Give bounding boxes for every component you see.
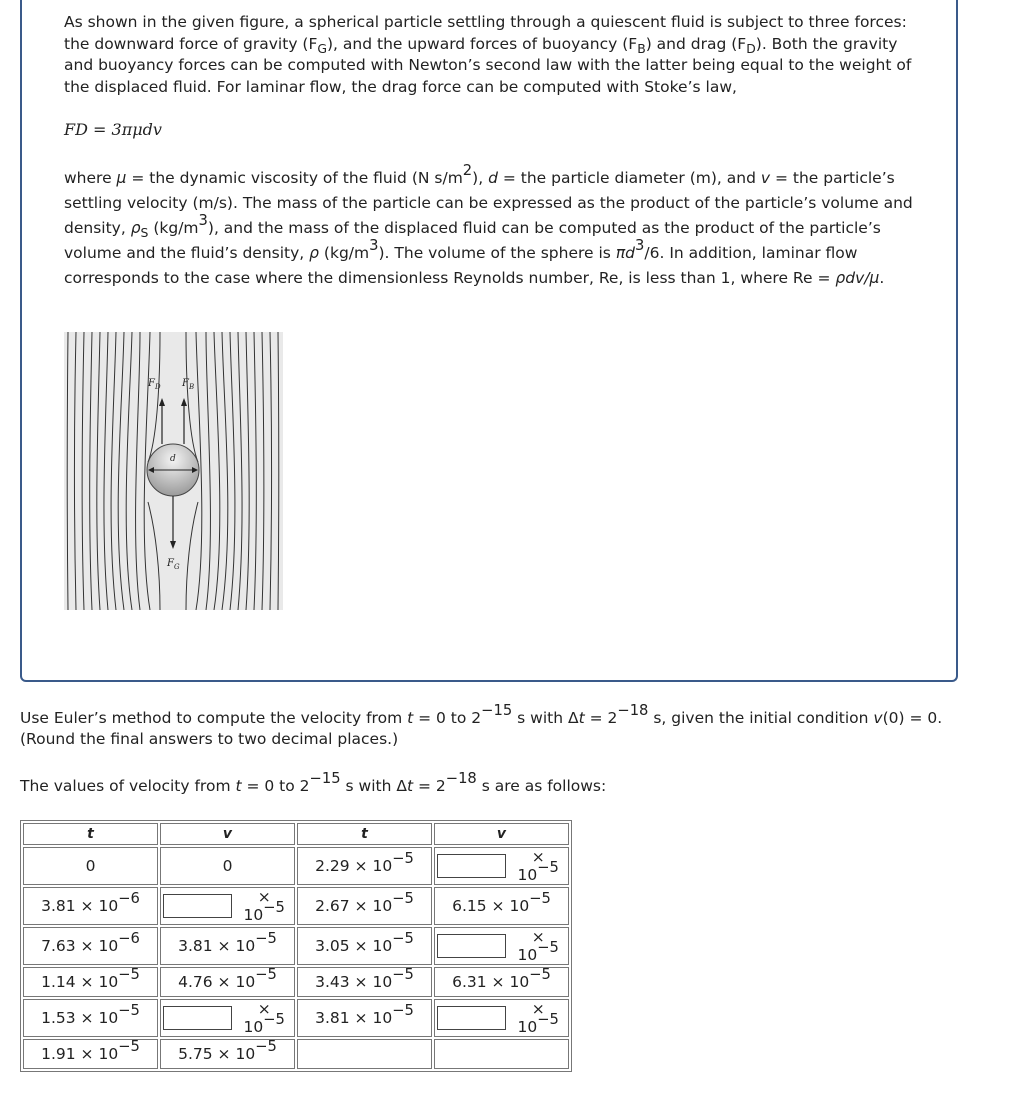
gravity-arrow-head-shape (170, 541, 176, 549)
table-row (23, 927, 569, 965)
velocity-cell-right-exponent: −5 (529, 889, 551, 907)
velocity-answer-input[interactable] (163, 1006, 232, 1030)
velocity-cell-right-value: 6.31 × 10 (452, 973, 530, 991)
time-cell-left (23, 967, 158, 997)
velocity-cell-left-exponent: −5 (255, 929, 277, 947)
time-cell-right (297, 999, 432, 1037)
time-cell-left (23, 1039, 158, 1069)
velocity-answer-input[interactable] (437, 854, 506, 878)
time-cell-left-exponent: −5 (118, 1037, 140, 1055)
table-intro-text: The values of velocity from t = 0 to $2^{-15}$ s with $\Delta t = 2^{-18}$ s are as follows: (20, 769, 607, 795)
stokes-equation: FD = 3πμdv (64, 120, 162, 139)
answer-suffix: × $10^{-5}$ (517, 848, 559, 884)
drag-arrow-head-shape (159, 398, 165, 406)
table-row (23, 967, 569, 997)
table-row (23, 999, 569, 1037)
velocity-cell-left-value: 5.75 × 10 (178, 1045, 256, 1063)
time-cell-left-exponent: −6 (118, 889, 140, 907)
answer-suffix: × $10^{-5}$ (517, 1000, 559, 1036)
buoyancy-arrow-head-shape (181, 398, 187, 406)
time-cell-right-exponent: −5 (392, 889, 414, 907)
time-cell-left-exponent: −6 (118, 929, 140, 947)
label-d: d (170, 454, 176, 464)
velocity-cell-left-value: 3.81 × 10 (178, 937, 256, 955)
velocity-cell-left-exponent: −5 (255, 1037, 277, 1055)
velocity-cell-right (434, 967, 569, 997)
velocity-answer-input[interactable] (437, 934, 506, 958)
velocity-cell-right (434, 999, 569, 1037)
velocity-cell-right (434, 847, 569, 885)
velocity-cell-left (160, 887, 295, 925)
answer-suffix: × $10^{-5}$ (243, 888, 285, 924)
time-cell-right-exponent: −5 (392, 1001, 414, 1019)
time-cell-left (23, 999, 158, 1037)
time-cell-right (297, 927, 432, 965)
table-row (23, 887, 569, 925)
table-row (23, 1039, 569, 1069)
time-cell-left (23, 887, 158, 925)
velocity-cell-right-value: 6.15 × 10 (452, 897, 530, 915)
time-cell-left-value: 7.63 × 10 (41, 937, 119, 955)
answer-suffix: × $10^{-5}$ (243, 1000, 285, 1036)
time-cell-left-value: 0 (85, 857, 96, 875)
table-header-row (23, 823, 569, 845)
time-cell-right (297, 887, 432, 925)
time-cell-right-exponent: −5 (392, 965, 414, 983)
time-cell-left (23, 927, 158, 965)
header-t-right: t (297, 823, 432, 845)
answer-suffix: × $10^{-5}$ (517, 928, 559, 964)
header-v-right: v (434, 823, 569, 845)
time-cell-right-value: 3.05 × 10 (315, 937, 393, 955)
time-cell-right-value: 2.67 × 10 (315, 897, 393, 915)
problem-paragraph-1: As shown in the given figure, a spherical particle settling through a quiescent fluid is subject to three forces: the downward force of gravity $(F_G)$, and the upward forces of buoyancy $(F_B)$ and drag $(F_D)$. Both the gravity and buoyancy forces can be computed with Newton’s second law with the latter being equal to the weight of the displaced fluid. For laminar flow, the drag force can be computed with Stoke’s law, (64, 13, 912, 96)
velocity-cell-left-value: 4.76 × 10 (178, 973, 256, 991)
velocity-cell-left (160, 847, 295, 885)
problem-paragraph-2: where μ = the dynamic viscosity of the fluid (N $s/m^2$), d = the particle diameter (m), and v = the particle’s settling velocity (m/s). The mass of the particle can be expressed as the product of the particle’s volume and density, $\rho_S$ $(kg/m^3)$, and the mass of the displaced fluid can be computed as the product of the particle’s volume and the fluid’s density, ρ $(kg/m^3)$. The volume of the sphere is $\pi d^3/6$. In addition, laminar flow corresponds to the case where the dimensionless Reynolds number, Re, is less than 1, where Re = ρdv/μ. (64, 161, 913, 287)
time-cell-left-value: 1.14 × 10 (41, 973, 119, 991)
velocity-table (20, 820, 572, 1072)
label-fb: $F_B$ (182, 378, 195, 391)
label-fg: $F_G$ (167, 558, 180, 571)
settling-particle-figure (64, 332, 283, 610)
time-cell-right (297, 847, 432, 885)
figure-svg (64, 332, 283, 610)
velocity-cell-right (434, 1039, 569, 1069)
time-cell-left-value: 3.81 × 10 (41, 897, 119, 915)
time-cell-right-value: 3.43 × 10 (315, 973, 393, 991)
time-cell-left-value: 1.53 × 10 (41, 1009, 119, 1027)
velocity-cell-left (160, 999, 295, 1037)
velocity-cell-left-exponent: −5 (255, 965, 277, 983)
velocity-cell-left-value: 0 (222, 857, 233, 875)
velocity-cell-right-exponent: −5 (529, 965, 551, 983)
time-cell-left-value: 1.91 × 10 (41, 1045, 119, 1063)
label-fd: $F_D$ (148, 378, 161, 391)
header-v-left: v (160, 823, 295, 845)
time-cell-right (297, 967, 432, 997)
rounding-note: (Round the final answers to two decimal places.) (20, 730, 399, 748)
velocity-cell-right (434, 927, 569, 965)
time-cell-left-exponent: −5 (118, 965, 140, 983)
velocity-cell-left (160, 927, 295, 965)
instructions-text: Use Euler’s method to compute the velocity from t = 0 to $2^{-15}$ s with $\Delta t = 2^{-18}$ s, given the initial condition v(0) = 0. (Round the final answers to two decimal places.) (20, 701, 943, 748)
velocity-answer-input[interactable] (437, 1006, 506, 1030)
time-cell-right-value: 2.29 × 10 (315, 857, 393, 875)
velocity-cell-left (160, 967, 295, 997)
velocity-cell-left (160, 1039, 295, 1069)
time-cell-right-value: 3.81 × 10 (315, 1009, 393, 1027)
table-row (23, 847, 569, 885)
time-cell-right-exponent: −5 (392, 929, 414, 947)
time-cell-right (297, 1039, 432, 1069)
time-cell-right-exponent: −5 (392, 849, 414, 867)
velocity-answer-input[interactable] (163, 894, 232, 918)
header-t-left: t (23, 823, 158, 845)
velocity-cell-right (434, 887, 569, 925)
time-cell-left (23, 847, 158, 885)
time-cell-left-exponent: −5 (118, 1001, 140, 1019)
